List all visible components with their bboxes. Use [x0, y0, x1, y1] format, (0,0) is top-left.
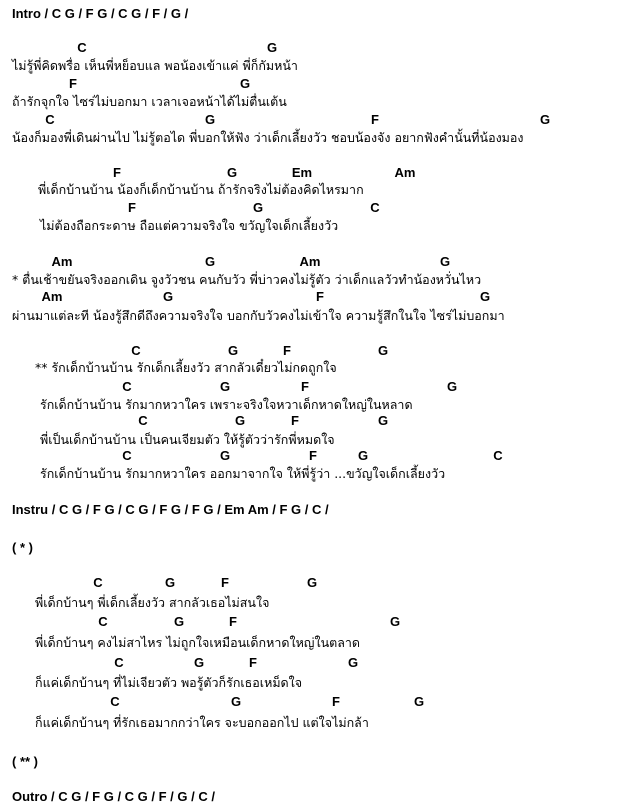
- chord-label: C: [110, 694, 120, 709]
- chord-label: F: [113, 165, 121, 180]
- chord-label: C: [45, 112, 55, 127]
- chord-label: C: [77, 40, 87, 55]
- chord-label: G: [347, 655, 359, 670]
- chord-label: G: [413, 694, 425, 709]
- chord-label: F: [316, 289, 324, 304]
- lyric-line: ถ้ารักจุกใจ ไซร่ไม่บอกมา เวลาเจอหน้าได้ไม่ตื่นเต้น: [12, 94, 287, 109]
- chord-label: G: [162, 289, 174, 304]
- lyric-line: ไม่รู้พี่คิดพรื่อ เห็นพี่หย็อบแล พอน้องเข้าแค่ พี่ก็กัมหน้า: [12, 58, 298, 73]
- intro-line: Intro / C G / F G / C G / F / G /: [12, 6, 189, 21]
- chord-label: G: [446, 379, 458, 394]
- chord-label: G: [479, 289, 491, 304]
- chord-label: C: [131, 343, 141, 358]
- chord-label: C: [493, 448, 503, 463]
- chord-label: F: [128, 200, 136, 215]
- repeat-double-star-marker: ( ** ): [12, 754, 38, 769]
- chord-label: G: [204, 112, 216, 127]
- chord-label: G: [439, 254, 451, 269]
- chord-label: G: [219, 448, 231, 463]
- chord-label: G: [389, 614, 401, 629]
- lyric-line: ก็แค่เด็กบ้านๆ ที่ไม่เจียวตัว พอรู้ตัวก็รักเธอเหม็ดใจ: [35, 675, 303, 690]
- lyric-line: พี่เด็กบ้านๆ พี่เด็กเลี้ยงวัว สากลัวเธอไม่สนใจ: [35, 595, 270, 610]
- chord-label: F: [283, 343, 291, 358]
- lyric-line: พี่เด็กบ้านบ้าน น้องก็เด็กบ้านบ้าน ถ้ารักจริงไม่ต้องคิดไหรมาก: [38, 182, 364, 197]
- chord-label: G: [164, 575, 176, 590]
- lyric-line: พี่เด็กบ้านๆ คงไม่สาไหร ไม่ถูกใจเหมือนเด็กหาดใหญ่ในตลาด: [35, 635, 361, 650]
- chord-label: G: [230, 694, 242, 709]
- chord-label: G: [239, 76, 251, 91]
- chord-label: F: [309, 448, 317, 463]
- chord-label: C: [122, 379, 132, 394]
- chord-label: G: [306, 575, 318, 590]
- chord-label: G: [193, 655, 205, 670]
- chord-label: Am: [299, 254, 321, 269]
- chord-label: F: [229, 614, 237, 629]
- lyric-line: ผ่านมาแต่ละที น้องรู้สึกดีถึงความจริงใจ บอกกับวัวคงไม่เข้าใจ ความรู้สึกในใจ ไซร่ไม่บอกมา: [12, 308, 505, 323]
- chord-label: F: [221, 575, 229, 590]
- chord-label: Am: [51, 254, 73, 269]
- chord-label: F: [69, 76, 77, 91]
- repeat-star-marker: ( * ): [12, 540, 33, 555]
- outro-line: Outro / C G / F G / C G / F / G / C /: [12, 789, 215, 804]
- chord-label: Am: [41, 289, 63, 304]
- chord-label: G: [204, 254, 216, 269]
- chord-label: G: [226, 165, 238, 180]
- lyric-line: ** รักเด็กบ้านบ้าน รักเด็กเลี้ยงวัว สากลัวเดี๋ยวไม่กดถูกใจ: [35, 360, 337, 375]
- chord-label: C: [93, 575, 103, 590]
- chord-label: C: [98, 614, 108, 629]
- chord-label: G: [266, 40, 278, 55]
- lyric-line: พี่เป็นเด็กบ้านบ้าน เป็นคนเจียมตัว ให้รู้ตัวว่ารักพี่หมดใจ: [40, 432, 335, 447]
- chord-label: G: [539, 112, 551, 127]
- chord-label: G: [357, 448, 369, 463]
- lyric-line: * ตื่นเช้าขยันจริงออกเดิน จูงวัวชน คนกับวัว พี่บ่าวคงไม่รู้ตัว ว่าเด็กแลวัวทำน้องหวั่นไหว: [12, 272, 482, 287]
- lyric-line: ไม่ต้องถือกระดาษ ถือแต่ความจริงใจ ขวัญใจเด็กเลี้ยงวัว: [40, 218, 339, 233]
- lyric-line: น้องก็มองพี่เดินผ่านไป ไม่รู้ตอได พี่บอกให้ฟัง ว่าเด็กเลี้ยงวัว ชอบน้องจัง อยากฟังคำนั้นที่น้องมอง: [12, 130, 524, 145]
- chord-label: G: [219, 379, 231, 394]
- chord-label: G: [377, 343, 389, 358]
- chord-label: G: [252, 200, 264, 215]
- lyric-line: ก็แค่เด็กบ้านๆ ที่รักเธอมากกว่าใคร จะบอกออกไป แต่ใจไม่กล้า: [35, 715, 369, 730]
- chord-label: C: [370, 200, 380, 215]
- chord-label: Am: [394, 165, 416, 180]
- chord-label: G: [234, 413, 246, 428]
- chord-label: C: [138, 413, 148, 428]
- chord-label: F: [291, 413, 299, 428]
- chord-label: Em: [291, 165, 313, 180]
- chord-label: C: [122, 448, 132, 463]
- chord-label: F: [301, 379, 309, 394]
- chord-label: F: [332, 694, 340, 709]
- chord-label: G: [227, 343, 239, 358]
- chord-label: G: [377, 413, 389, 428]
- lyric-line: รักเด็กบ้านบ้าน รักมากหวาใคร ออกมาจากใจ ให้พี่รู้ว่า ...ขวัญใจเด็กเลี้ยงวัว: [40, 466, 446, 481]
- lyric-line: รักเด็กบ้านบ้าน รักมากหวาใคร เพราะจริงใจหวาเด็กหาดใหญ่ในหลาด: [40, 397, 413, 412]
- chord-label: C: [114, 655, 124, 670]
- chord-label: F: [249, 655, 257, 670]
- chord-label: F: [371, 112, 379, 127]
- instru-line: Instru / C G / F G / C G / F G / F G / Em Am / F G / C /: [12, 502, 329, 517]
- chord-label: G: [173, 614, 185, 629]
